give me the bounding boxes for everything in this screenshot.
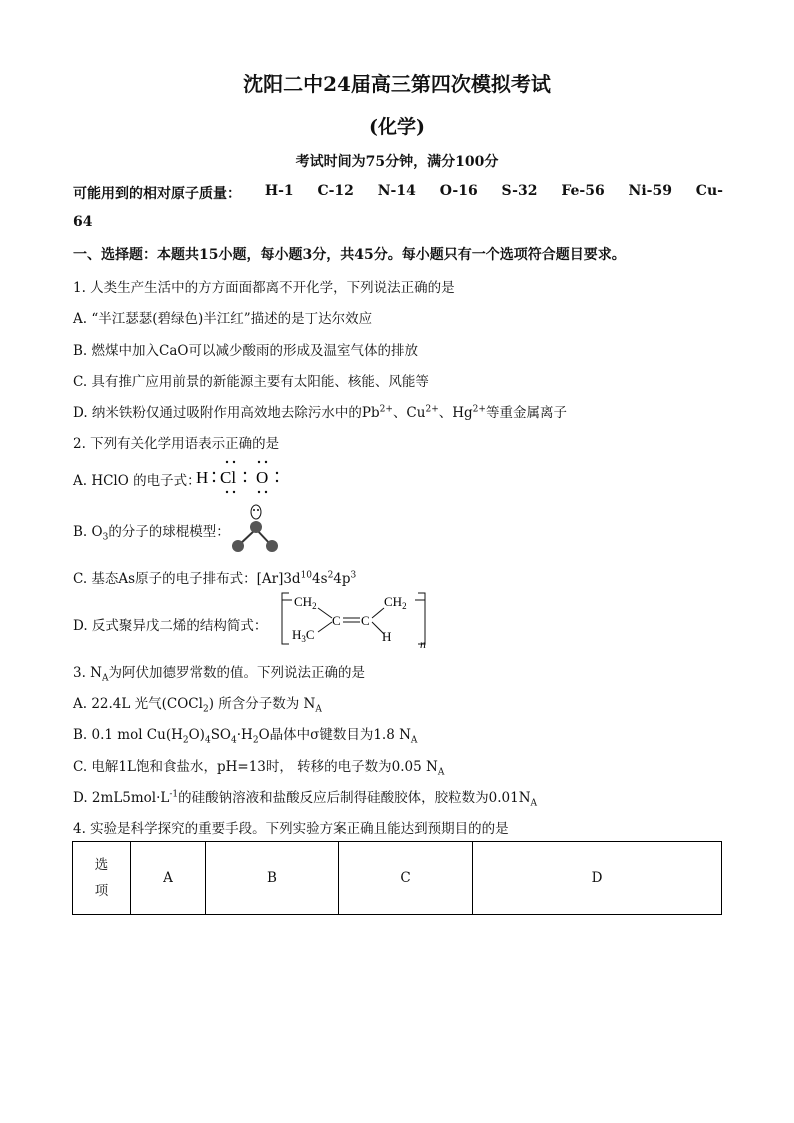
table-row	[73, 842, 722, 915]
q2-option-c	[73, 567, 356, 587]
polymer-structure-svg	[280, 590, 430, 650]
q3-b-text: O晶体中σ键数目为1.8 N	[258, 727, 411, 743]
q1-stem: 1. 人类生产生活中的方方面面都离不开化学，下列说法正确的是	[73, 280, 455, 296]
q3-option-d	[73, 786, 537, 809]
svg-text:CH2	[384, 594, 407, 611]
atomic-mass-item: Fe-56	[561, 183, 605, 199]
subscript: A	[437, 767, 445, 778]
atom-o: O	[256, 468, 269, 487]
q1-option-a: A. “半江瑟瑟(碧绿色)半江红”描述的是丁达尔效应	[73, 311, 373, 327]
charge: 2+	[472, 404, 486, 415]
q4-stem: 4. 实验是科学探究的重要手段。下列实验方案正确且能达到预期目的的是	[73, 821, 509, 837]
hydrogen: H	[382, 629, 392, 644]
q3-stem	[73, 661, 365, 684]
ch2-left: CH	[294, 594, 313, 609]
q3-d-text: 的硅酸钠溶液和盐酸反应后制得硅酸胶体，胶粒数为0.01N	[178, 790, 531, 806]
q3-c-text: C. 电解1L饱和食盐水，pH=13时， 转移的电子数为0.05 N	[73, 759, 438, 775]
svg-text:H3C	[292, 627, 315, 644]
ozone-ball-stick-model	[226, 502, 282, 556]
repeat-n: n	[420, 637, 426, 650]
subscript: 4	[204, 735, 211, 746]
atomic-mass-item: Ni-59	[628, 183, 672, 199]
q2-c-text: 4p	[333, 571, 351, 587]
oxygen-atom-center	[250, 521, 262, 533]
superscript: 3	[350, 570, 357, 581]
lone-pair-lobe	[251, 505, 261, 519]
q1-option-c: C. 具有推广应用前景的新能源主要有太阳能、核能、风能等	[73, 374, 429, 390]
exam-info: 考试时间为75分钟，满分100分	[295, 154, 499, 170]
carbon-2: C	[361, 613, 370, 628]
subscript: 2	[402, 601, 407, 611]
superscript: 10	[300, 570, 313, 581]
q3-option-a	[73, 692, 322, 715]
atomic-mass-item: Cu-	[695, 183, 723, 199]
option-d-cell: D	[473, 842, 722, 915]
atom-h: H	[196, 468, 209, 487]
atomic-mass-wrap: 64	[73, 214, 93, 230]
lewis-structure-svg	[190, 456, 290, 496]
q3-b-text: B. 0.1 mol Cu(H	[73, 727, 183, 743]
q1-d-text: D. 纳米铁粉仅通过吸附作用高效地去除污水中的Pb	[73, 405, 380, 421]
q2-option-d-label: D. 反式聚异戊二烯的结构简式：	[73, 618, 268, 634]
q3-b-text: O)	[188, 727, 205, 743]
q4-options-table	[72, 841, 722, 915]
q3-option-c	[73, 755, 444, 778]
trans-polyisoprene-structure	[280, 590, 430, 650]
atomic-mass-item: C-12	[317, 183, 354, 199]
carbon-1: C	[332, 613, 341, 628]
charge: 2+	[379, 404, 393, 415]
subscript: 2	[182, 735, 189, 746]
hclo-electron-formula	[190, 456, 290, 496]
subscript: 3	[301, 634, 306, 644]
option-c-cell: C	[339, 842, 473, 915]
subscript: A	[101, 673, 109, 684]
q3-option-b	[73, 723, 417, 746]
atomic-mass-item: N-14	[377, 183, 416, 199]
atom-cl: Cl	[220, 468, 237, 487]
section-heading: 一、选择题：本题共15小题，每小题3分，共45分。每小题只有一个选项符合题目要求。	[73, 247, 626, 263]
ozone-model-svg	[226, 502, 282, 556]
ch2-right: CH	[384, 594, 403, 609]
subscript: 2	[202, 704, 209, 715]
subscript: A	[410, 735, 418, 746]
subject-title: (化学)	[369, 116, 425, 138]
q2-option-a-label: A. HClO 的电子式：	[73, 473, 201, 489]
q3-a-text: A. 22.4L 光气(COCl	[73, 696, 203, 712]
q2-c-text: 4s	[312, 571, 328, 587]
subscript: A	[530, 798, 538, 809]
subscript: 2	[252, 735, 259, 746]
superscript: -1	[169, 789, 179, 800]
q2-c-text: C. 基态As原子的电子排布式：[Ar]3d	[73, 571, 301, 587]
oxygen-atom-right	[266, 540, 278, 552]
header-line: 项	[94, 883, 109, 899]
q1-d-text: 等重金属离子	[485, 405, 567, 421]
q2-stem: 2. 下列有关化学用语表示正确的是	[73, 436, 280, 452]
q2-b-text: B. O	[73, 524, 103, 540]
svg-text:CH2	[294, 594, 317, 611]
charge: 2+	[425, 404, 439, 415]
atomic-mass-item: H-1	[264, 183, 294, 199]
subscript: 3	[102, 532, 109, 543]
q1-d-text: 、Cu	[392, 405, 426, 421]
superscript: 2	[327, 570, 334, 581]
q3-b-text: SO	[210, 727, 232, 743]
h3c-h: H	[292, 627, 302, 642]
atomic-mass-item: S-32	[501, 183, 538, 199]
subscript: A	[315, 704, 322, 715]
q3-d-text: D. 2mL5mol·L	[73, 790, 170, 806]
subscript: 2	[312, 601, 317, 611]
table-header-cell	[73, 842, 131, 915]
q2-b-text: 的分子的球棍模型：	[108, 524, 230, 540]
option-b-cell: B	[206, 842, 339, 915]
q1-option-b: B. 燃煤中加入CaO可以减少酸雨的形成及温室气体的排放	[73, 343, 418, 359]
q3-b-text: ·H	[236, 727, 253, 743]
q3-text: 为阿伏加德罗常数的值。下列说法正确的是	[108, 665, 365, 681]
header-line: 选	[94, 857, 109, 873]
exam-title: 沈阳二中24届高三第四次模拟考试	[243, 72, 551, 96]
subscript: 4	[231, 735, 237, 746]
h3c-c: C	[305, 627, 315, 642]
oxygen-atom-left	[232, 540, 244, 552]
atomic-masses-label: 可能用到的相对原子质量：	[73, 186, 241, 202]
q1-d-text: 、Hg	[438, 405, 473, 421]
q3-text: 3. N	[73, 665, 102, 681]
option-a-cell: A	[131, 842, 206, 915]
atomic-masses	[73, 183, 723, 203]
atomic-mass-item: O-16	[439, 183, 478, 199]
left-bracket	[282, 593, 289, 644]
q2-option-b	[73, 520, 230, 543]
q3-a-text: ) 所含分子数为 N	[208, 696, 316, 712]
q1-option-d	[73, 401, 567, 421]
